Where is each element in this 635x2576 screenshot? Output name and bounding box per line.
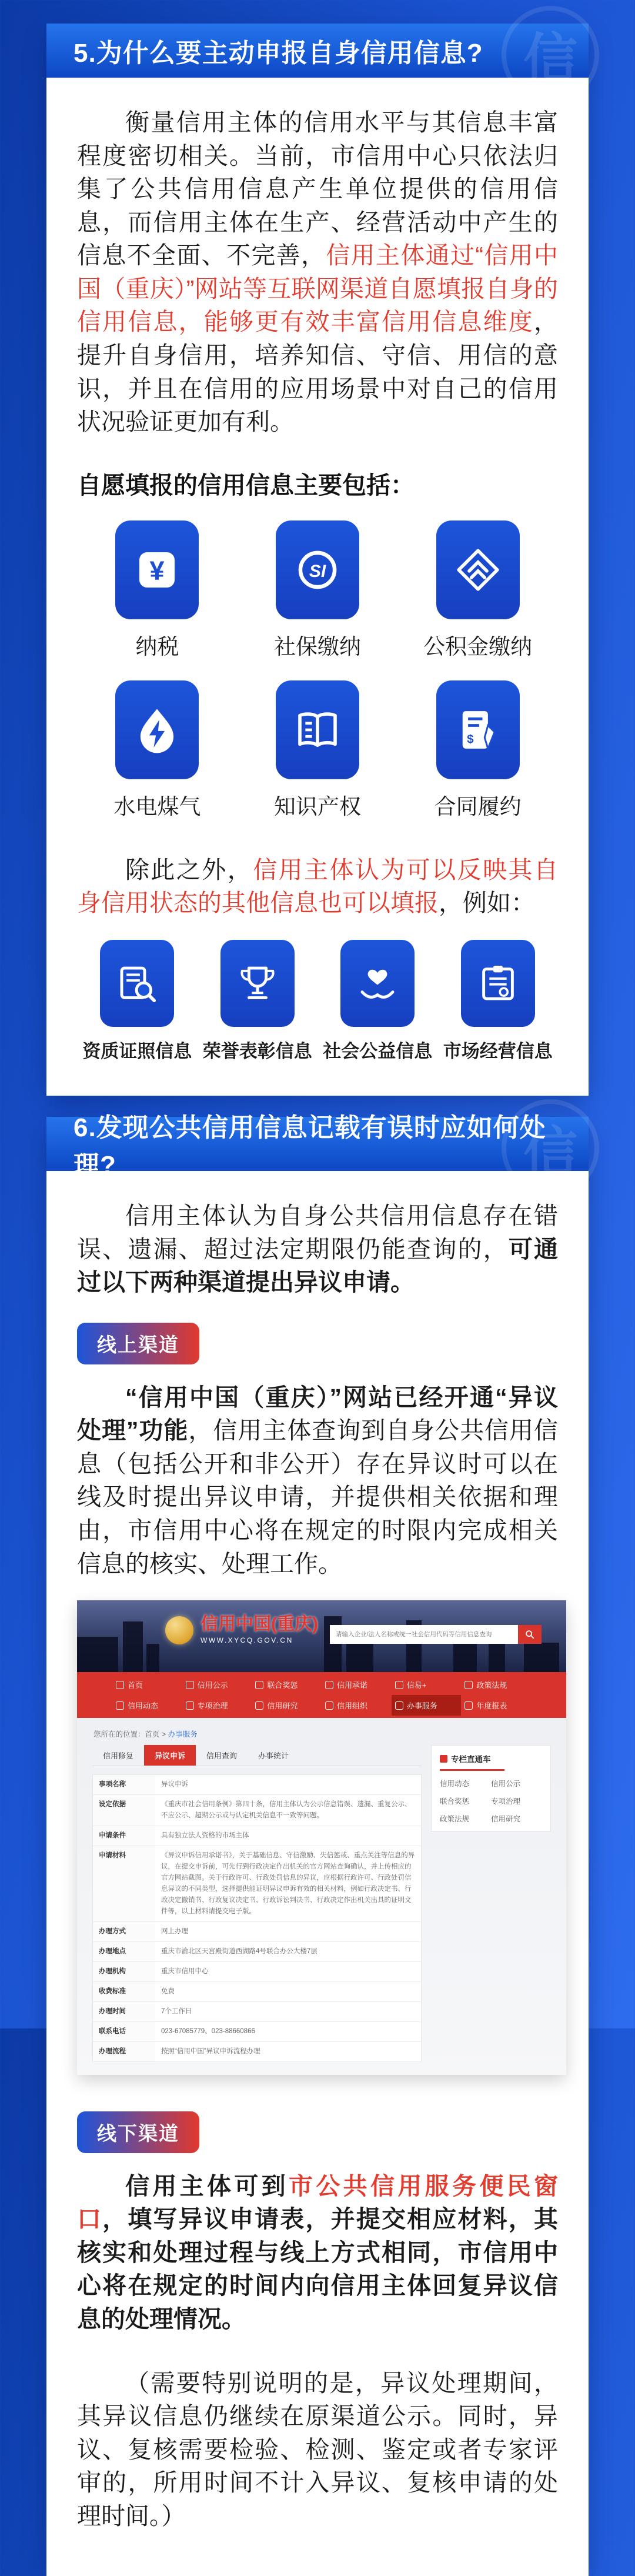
tab-credit-query[interactable]: 信用查询 [206, 1751, 238, 1761]
text-segment: 除此之外， [125, 856, 253, 883]
hands-heart-icon [355, 960, 400, 1006]
table-row: 申请材料 《异议申诉信用承诺书》，关于基础信息、守信激励、失信惩戒、重点关注等信息的异议，在提交申诉前，可先行到行政决定作出机关的官方网站查询确认，并上传相应的官方网站截图。关于行政许可、行政处罚信息的异议，应根据行政许可、行政处罚信息异议的不同类型，选择提供能证明异议申诉有效的相关材料，例如行政决定书、行政决定撤销书、行政复议决定书、行政诉讼判决书、行政决定作出机关出具的证明文件等，以上材料请提交电子版。 [93, 1846, 422, 1922]
tile-label: 社会公益信息 [323, 1040, 433, 1062]
other-items-row [77, 940, 558, 1063]
social-insurance-tile [276, 520, 359, 619]
website-logo [165, 1616, 318, 1644]
nav-item-credit-organization[interactable]: 信用组织 [322, 1695, 392, 1716]
other-info-paragraph [77, 853, 558, 920]
charity-tile [340, 940, 415, 1027]
nav-item-credit-commitment[interactable]: 信用承诺 [322, 1674, 392, 1695]
question5-card [46, 24, 589, 1096]
nav-item-credit-research[interactable]: 信用研究 [252, 1695, 322, 1716]
text-segment: 市公共信用服务便民窗口 [77, 2172, 558, 2233]
offline-channel-badge: 线下渠道 [77, 2111, 199, 2153]
text-segment: 衡量信用主体的信用水平与其信息丰富程度密切相关。当前，市信用中心只依法归集了公共信用信息产生单位提供的信用信息，而信用主体在生产、经营活动中产生的信息不全面、不完善， [77, 109, 558, 269]
column-express-title: 专栏直通车 [451, 1755, 491, 1764]
text-segment: 信用主体认为可以反映其自身信用状态的其他信息也可以填报 [77, 856, 558, 917]
tile-label: 公积金缴纳 [423, 634, 533, 659]
text-segment: ，信用主体查询到自身公共信用信息（包括公开和非公开）存在异议时可以在线及时提出异议申请，并提供相关依据和理由，市信用中心将在规定的时限内完成相关信息的核实、处理工作。 [77, 1417, 559, 1577]
tile-label: 水电煤气 [113, 794, 201, 819]
table-row: 申请条件 具有独立法人资格的市场主体 [93, 1826, 422, 1846]
sidebar-link-credit-publicity[interactable]: 信用公示 [491, 1780, 521, 1788]
nav-item-credit-publicity[interactable]: 信用公示 [182, 1674, 252, 1695]
sidebar-link-special-governance[interactable]: 专项治理 [491, 1797, 521, 1806]
xinyi-plus-icon [395, 1681, 403, 1689]
question6-header [46, 1113, 589, 1183]
report-item-housing-fund [410, 520, 546, 660]
column-express-panel [431, 1745, 551, 1831]
special-governance-icon [186, 1701, 194, 1710]
intellectual-property-tile [276, 680, 359, 779]
credit-publicity-icon [186, 1681, 194, 1689]
search-input[interactable] [330, 1625, 518, 1644]
business-license-icon [475, 960, 521, 1006]
tab-service-stats[interactable]: 办事统计 [258, 1751, 289, 1761]
utilities-tile [115, 680, 199, 779]
credit-commitment-icon [325, 1681, 333, 1689]
website-logo-text: 信用中国(重庆) [200, 1614, 318, 1634]
other-item-charity [317, 940, 438, 1063]
license-search-icon [114, 960, 160, 1006]
water-electricity-icon [131, 703, 183, 756]
open-book-icon [291, 703, 344, 756]
report-item-intellectual-property [250, 680, 385, 820]
text-segment: ，填写异议申请表，并提交相应材料，其核实和处理过程与线上方式相同，市信用中心将在规定的时间内向信用主体回复异议信息的处理情况。 [77, 2205, 559, 2333]
text-segment: 信用主体可到 [125, 2172, 289, 2200]
sidebar-link-joint-rewards[interactable]: 联合奖惩 [440, 1797, 470, 1806]
text-segment: 可通过以下两种渠道提出异议申请。 [77, 1235, 559, 1296]
dispute-intro-paragraph [77, 1199, 558, 1299]
nav-item-services-active[interactable]: 办事服务 [392, 1695, 462, 1716]
text-segment: 信用主体认为自身公共信用信息存在错误、遗漏、超过法定期限仍能查询的， [77, 1202, 558, 1263]
report-items-row-1 [77, 520, 558, 660]
nav-item-annual-report[interactable]: 年度报表 [461, 1695, 531, 1716]
credit-logo-watermark-icon: 信 [502, 6, 599, 104]
table-row: 收费标准 免费 [93, 1981, 422, 2001]
trophy-icon [235, 960, 280, 1006]
special-note-paragraph [77, 2367, 558, 2533]
tab-dispute-appeal[interactable]: 异议申诉 [144, 1745, 196, 1766]
home-icon [116, 1681, 124, 1689]
online-channel-paragraph [77, 1381, 558, 1580]
breadcrumb: 您所在的位置：首页 > 办事服务 [93, 1730, 198, 1739]
text-segment: “信用中国（重庆）”网站已经开通“异议处理”功能 [77, 1383, 558, 1444]
website-content [77, 1718, 566, 2074]
question5-title: 5.为什么要主动申报自身信用信息? [73, 39, 483, 68]
svg-text:SI: SI [309, 561, 326, 581]
website-search-bar [330, 1625, 542, 1644]
sidebar-link-credit-news[interactable]: 信用动态 [440, 1780, 470, 1788]
contract-pen-icon [452, 703, 504, 756]
table-row: 办理地点 重庆市渝北区天宫殿街道西湖路4号联合办公大楼7层 [93, 1941, 422, 1961]
offline-channel-paragraph [77, 2170, 558, 2336]
tile-label: 市场经营信息 [443, 1040, 553, 1062]
policies-icon [464, 1681, 473, 1689]
question6-card [46, 1113, 589, 2576]
contract-tile [436, 680, 520, 779]
svg-text:$: $ [466, 732, 474, 746]
nav-item-xinyi-plus[interactable]: 信易+ [392, 1674, 462, 1695]
svg-text:¥: ¥ [149, 555, 165, 586]
nav-item-joint-rewards[interactable]: 联合奖惩 [252, 1674, 322, 1695]
tax-tile [115, 520, 199, 619]
yuan-tax-icon [131, 543, 183, 596]
credit-research-icon [255, 1701, 263, 1710]
services-icon [395, 1701, 403, 1710]
honors-tile [220, 940, 295, 1027]
table-row: 办理方式 网上办理 [93, 1921, 422, 1941]
breadcrumb-current-link[interactable]: 办事服务 [168, 1730, 198, 1739]
nav-item-policies[interactable]: 政策法规 [461, 1674, 531, 1695]
table-row: 办理机构 重庆市信用中心 [93, 1961, 422, 1981]
table-row: 办理流程 按照“信用中国”异议申诉流程办理 [93, 2041, 422, 2061]
credit-logo-watermark-icon: 信 [502, 1099, 599, 1197]
nav-item-credit-news[interactable]: 信用动态 [112, 1695, 182, 1716]
question5-body [46, 78, 589, 1096]
text-segment: （需要特别说明的是，异议处理期间，其异议信息仍继续在原渠道公示。同时，异议、复核需要检验、检测、鉴定或者专家评审的，所用时间不计入异议、复核申请的处理时间。） [77, 2369, 558, 2530]
tile-label: 纳税 [135, 634, 179, 659]
tile-label: 荣誉表彰信息 [202, 1040, 312, 1062]
report-item-utilities [89, 680, 225, 820]
column-express-icon [440, 1755, 447, 1763]
nav-item-special-governance[interactable]: 专项治理 [182, 1695, 252, 1716]
business-tile [461, 940, 535, 1027]
other-item-honors [198, 940, 318, 1063]
table-row: 事项名称 异议申诉 [93, 1775, 422, 1795]
why-report-paragraph [77, 106, 558, 439]
search-button[interactable] [518, 1625, 542, 1644]
nav-item-home[interactable]: 首页 [112, 1674, 182, 1695]
red-underline [440, 1769, 504, 1771]
question6-body [46, 1171, 589, 2576]
website-nav [77, 1672, 566, 1718]
voluntary-info-heading: 自愿填报的信用信息主要包括： [77, 471, 415, 499]
joint-rewards-icon [255, 1681, 263, 1689]
report-items-row-2 [77, 680, 558, 820]
service-tabbar [92, 1745, 422, 1766]
table-row: 办理时间 7个工作日 [93, 2001, 422, 2021]
credit-china-chongqing-website-screenshot [77, 1600, 566, 2074]
question6-title: 6.发现公共信用信息记载有误时应如何处理? [73, 1113, 546, 1180]
credit-organization-icon [325, 1701, 333, 1710]
website-banner [77, 1600, 566, 1672]
tile-label: 资质证照信息 [82, 1040, 192, 1062]
social-insurance-icon [291, 543, 344, 596]
housing-fund-icon [452, 543, 504, 596]
tab-credit-repair[interactable]: 信用修复 [103, 1751, 134, 1761]
licenses-tile [100, 940, 174, 1027]
tile-label: 合同履约 [434, 794, 522, 819]
text-segment: ，提升自身信用，培养知信、守信、用信的意识，并且在信用的应用场景中对自己的信用状况验证更加有利。 [77, 308, 558, 436]
other-item-business [438, 940, 559, 1063]
sidebar-link-policies[interactable]: 政策法规 [440, 1815, 470, 1824]
sidebar-link-credit-research[interactable]: 信用研究 [491, 1815, 521, 1824]
text-segment: ，例如： [439, 889, 535, 917]
national-emblem-icon [165, 1616, 193, 1644]
housing-fund-tile [436, 520, 520, 619]
annual-report-icon [464, 1701, 473, 1710]
search-icon [524, 1629, 535, 1640]
table-row: 设定依据 《重庆市社会信用条例》第四十条，信用主体认为公示信息错误、遗漏、重复公示、不应公示、超期公示或与认定机关信息不一致等问题。 [93, 1795, 422, 1826]
text-segment: 信用主体通过“信用中国（重庆）”网站等互联网渠道自愿填报自身的信用信息，能够更有效丰富信用信息维度 [77, 242, 559, 336]
other-item-licenses [77, 940, 198, 1063]
tile-label: 社保缴纳 [273, 634, 361, 659]
table-row: 联系电话 023-67085779、023-88660866 [93, 2021, 422, 2041]
dispute-form-table [92, 1774, 422, 2061]
report-item-social-insurance [250, 520, 385, 660]
credit-news-icon [116, 1701, 124, 1710]
website-url: WWW.XYCQ.GOV.CN [200, 1636, 293, 1645]
report-item-contract [410, 680, 546, 820]
online-channel-badge: 线上渠道 [77, 1323, 199, 1364]
question5-header [46, 24, 589, 89]
report-item-tax [89, 520, 225, 660]
tile-label: 知识产权 [273, 794, 361, 819]
